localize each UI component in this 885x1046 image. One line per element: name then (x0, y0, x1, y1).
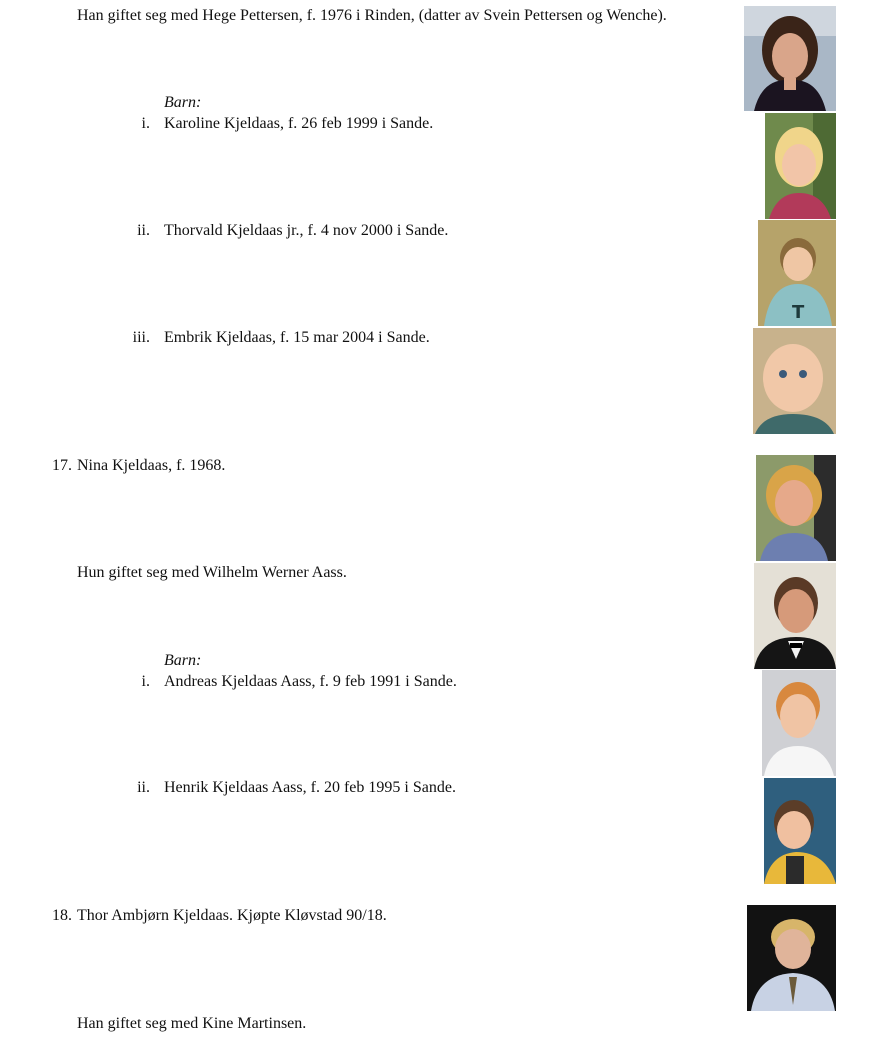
portrait-photo-wilhelm (754, 563, 836, 669)
entry-18-text: Thor Ambjørn Kjeldaas. Kjøpte Kløvstad 90/18. (77, 907, 387, 924)
portrait-photo-thor (747, 905, 836, 1011)
portrait-photo-thorvald (758, 220, 836, 326)
spouse-text-wilhelm: Hun giftet seg med Wilhelm Werner Aass. (77, 564, 347, 581)
child-entry-embrik: Embrik Kjeldaas, f. 15 mar 2004 i Sande. (164, 329, 430, 346)
portrait-photo-andreas (762, 670, 836, 776)
portrait-photo-karoline (765, 113, 836, 219)
child-numeral: ii. (137, 222, 150, 239)
spouse-text-kine: Han giftet seg med Kine Martinsen. (77, 1015, 307, 1032)
child-numeral: ii. (137, 779, 150, 796)
child-entry-henrik: Henrik Kjeldaas Aass, f. 20 feb 1995 i Sande. (164, 779, 456, 796)
portrait-photo-nina (756, 455, 836, 561)
entry-number-18: 18. (52, 907, 72, 924)
child-entry-thorvald: Thorvald Kjeldaas jr., f. 4 nov 2000 i Sande. (164, 222, 449, 239)
entry-number-17: 17. (52, 457, 72, 474)
child-entry-andreas: Andreas Kjeldaas Aass, f. 9 feb 1991 i Sande. (164, 673, 457, 690)
portrait-photo-henrik (764, 778, 836, 884)
entry-17-text: Nina Kjeldaas, f. 1968. (77, 457, 226, 474)
portrait-photo-hege (744, 6, 836, 111)
child-numeral: i. (141, 673, 150, 690)
child-numeral: i. (141, 115, 150, 132)
spouse-text-hege: Han giftet seg med Hege Pettersen, f. 1976 i Rinden, (datter av Svein Pettersen og Wenche). (77, 7, 667, 24)
children-label: Barn: (164, 652, 202, 669)
child-entry-karoline: Karoline Kjeldaas, f. 26 feb 1999 i Sande. (164, 115, 434, 132)
svg-text:T: T (792, 302, 805, 323)
children-label: Barn: (164, 94, 202, 111)
portrait-photo-embrik (753, 328, 836, 434)
child-numeral: iii. (132, 329, 150, 346)
